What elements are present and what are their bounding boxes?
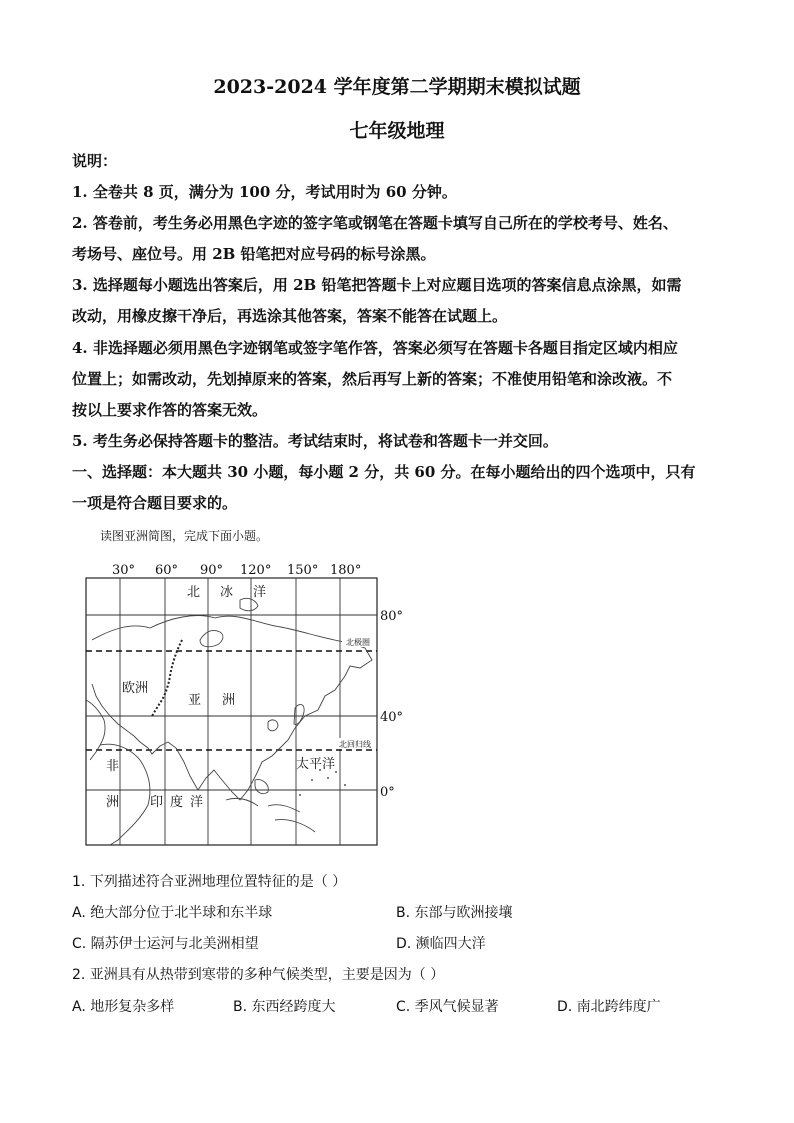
arctic-circle-label: 北极圈 — [346, 638, 370, 647]
lat-label: 0° — [380, 785, 395, 800]
lat-label: 80° — [380, 609, 404, 624]
asia-label: 亚 — [188, 693, 202, 708]
coastlines — [86, 598, 372, 845]
map-caption: 读图亚洲简图，完成下面小题。 — [100, 529, 269, 543]
indian-ocean-label: 洋 — [190, 795, 204, 810]
africa-label: 洲 — [106, 795, 120, 810]
africa-label: 非 — [106, 759, 120, 774]
instruction-line: 考场号、座位号。用 2B 铅笔把对应号码的标号涂黑。 — [72, 245, 436, 263]
pacific-label: 太平洋 — [296, 757, 336, 772]
question-1-stem: 1. 下列描述符合亚洲地理位置特征的是（ ） — [72, 874, 347, 890]
instruction-line: 3. 选择题每小题选出答案后，用 2B 铅笔把答题卡上对应题目选项的答案信息点涂黑，如需 — [72, 276, 682, 294]
q1-option-d: D. 濒临四大洋 — [396, 936, 486, 952]
q2-option-b: B. 东西经跨度大 — [233, 999, 336, 1015]
section-heading: 一、选择题：本大题共 30 小题，每小题 2 分，共 60 分。在每小题给出的四个选项中，只有 — [72, 463, 696, 481]
section-heading-cont: 一项是符合题目要求的。 — [72, 494, 238, 512]
instruction-line: 5. 考生务必保持答题卡的整洁。考试结束时，将试卷和答题卡一并交回。 — [72, 432, 558, 450]
indian-ocean-label: 印 — [150, 795, 164, 810]
arctic-ocean-label: 北 — [187, 585, 201, 600]
asia-label: 洲 — [222, 693, 236, 708]
pacific-islands — [299, 769, 346, 796]
lon-label: 180° — [330, 563, 362, 578]
lon-label: 30° — [112, 563, 136, 578]
instruction-line: 4. 非选择题必须用黑色字迹钢笔或签字笔作答，答案必须写在答题卡各题目指定区域内相应 — [72, 339, 678, 357]
instruction-line: 按以上要求作答的答案无效。 — [72, 401, 268, 419]
exam-title: 2023-2024 学年度第二学期期末模拟试题 — [213, 76, 581, 98]
q1-option-b: B. 东部与欧洲接壤 — [396, 905, 513, 921]
lon-label: 60° — [155, 563, 179, 578]
map-frame — [86, 578, 377, 845]
instruction-line: 位置上；如需改动，先划掉原来的答案，然后再写上新的答案；不准使用铅笔和涂改液。不 — [72, 370, 673, 388]
exam-subtitle: 七年级地理 — [349, 120, 445, 142]
q1-option-a: A. 绝大部分位于北半球和东半球 — [72, 905, 273, 921]
lon-label: 120° — [240, 563, 272, 578]
indian-ocean-label: 度 — [170, 795, 184, 810]
instruction-line: 改动，用橡皮擦干净后，再选涂其他答案，答案不能答在试题上。 — [72, 307, 508, 325]
lon-label: 150° — [287, 563, 319, 578]
tropic-cancer-label: 北回归线 — [339, 740, 371, 749]
instruction-line: 1. 全卷共 8 页，满分为 100 分，考试用时为 60 分钟。 — [72, 183, 457, 201]
europe-label: 欧洲 — [122, 681, 149, 696]
q1-option-c: C. 隔苏伊士运河与北美洲相望 — [72, 936, 259, 952]
lat-label: 40° — [380, 710, 404, 725]
arctic-ocean-label: 洋 — [253, 585, 267, 600]
arctic-ocean-label: 冰 — [220, 585, 234, 600]
instructions-heading: 说明： — [72, 152, 118, 170]
lon-label: 90° — [200, 563, 224, 578]
q2-option-c: C. 季风气候显著 — [396, 999, 499, 1015]
q2-option-a: A. 地形复杂多样 — [72, 999, 175, 1015]
question-2-stem: 2. 亚洲具有从热带到寒带的多种气候类型，主要是因为（ ） — [72, 967, 445, 983]
q2-option-d: D. 南北跨纬度广 — [557, 999, 661, 1015]
instruction-line: 2. 答卷前，考生务必用黑色字迹的签字笔或钢笔在答题卡填写自己所在的学校考号、姓名、 — [72, 214, 678, 232]
